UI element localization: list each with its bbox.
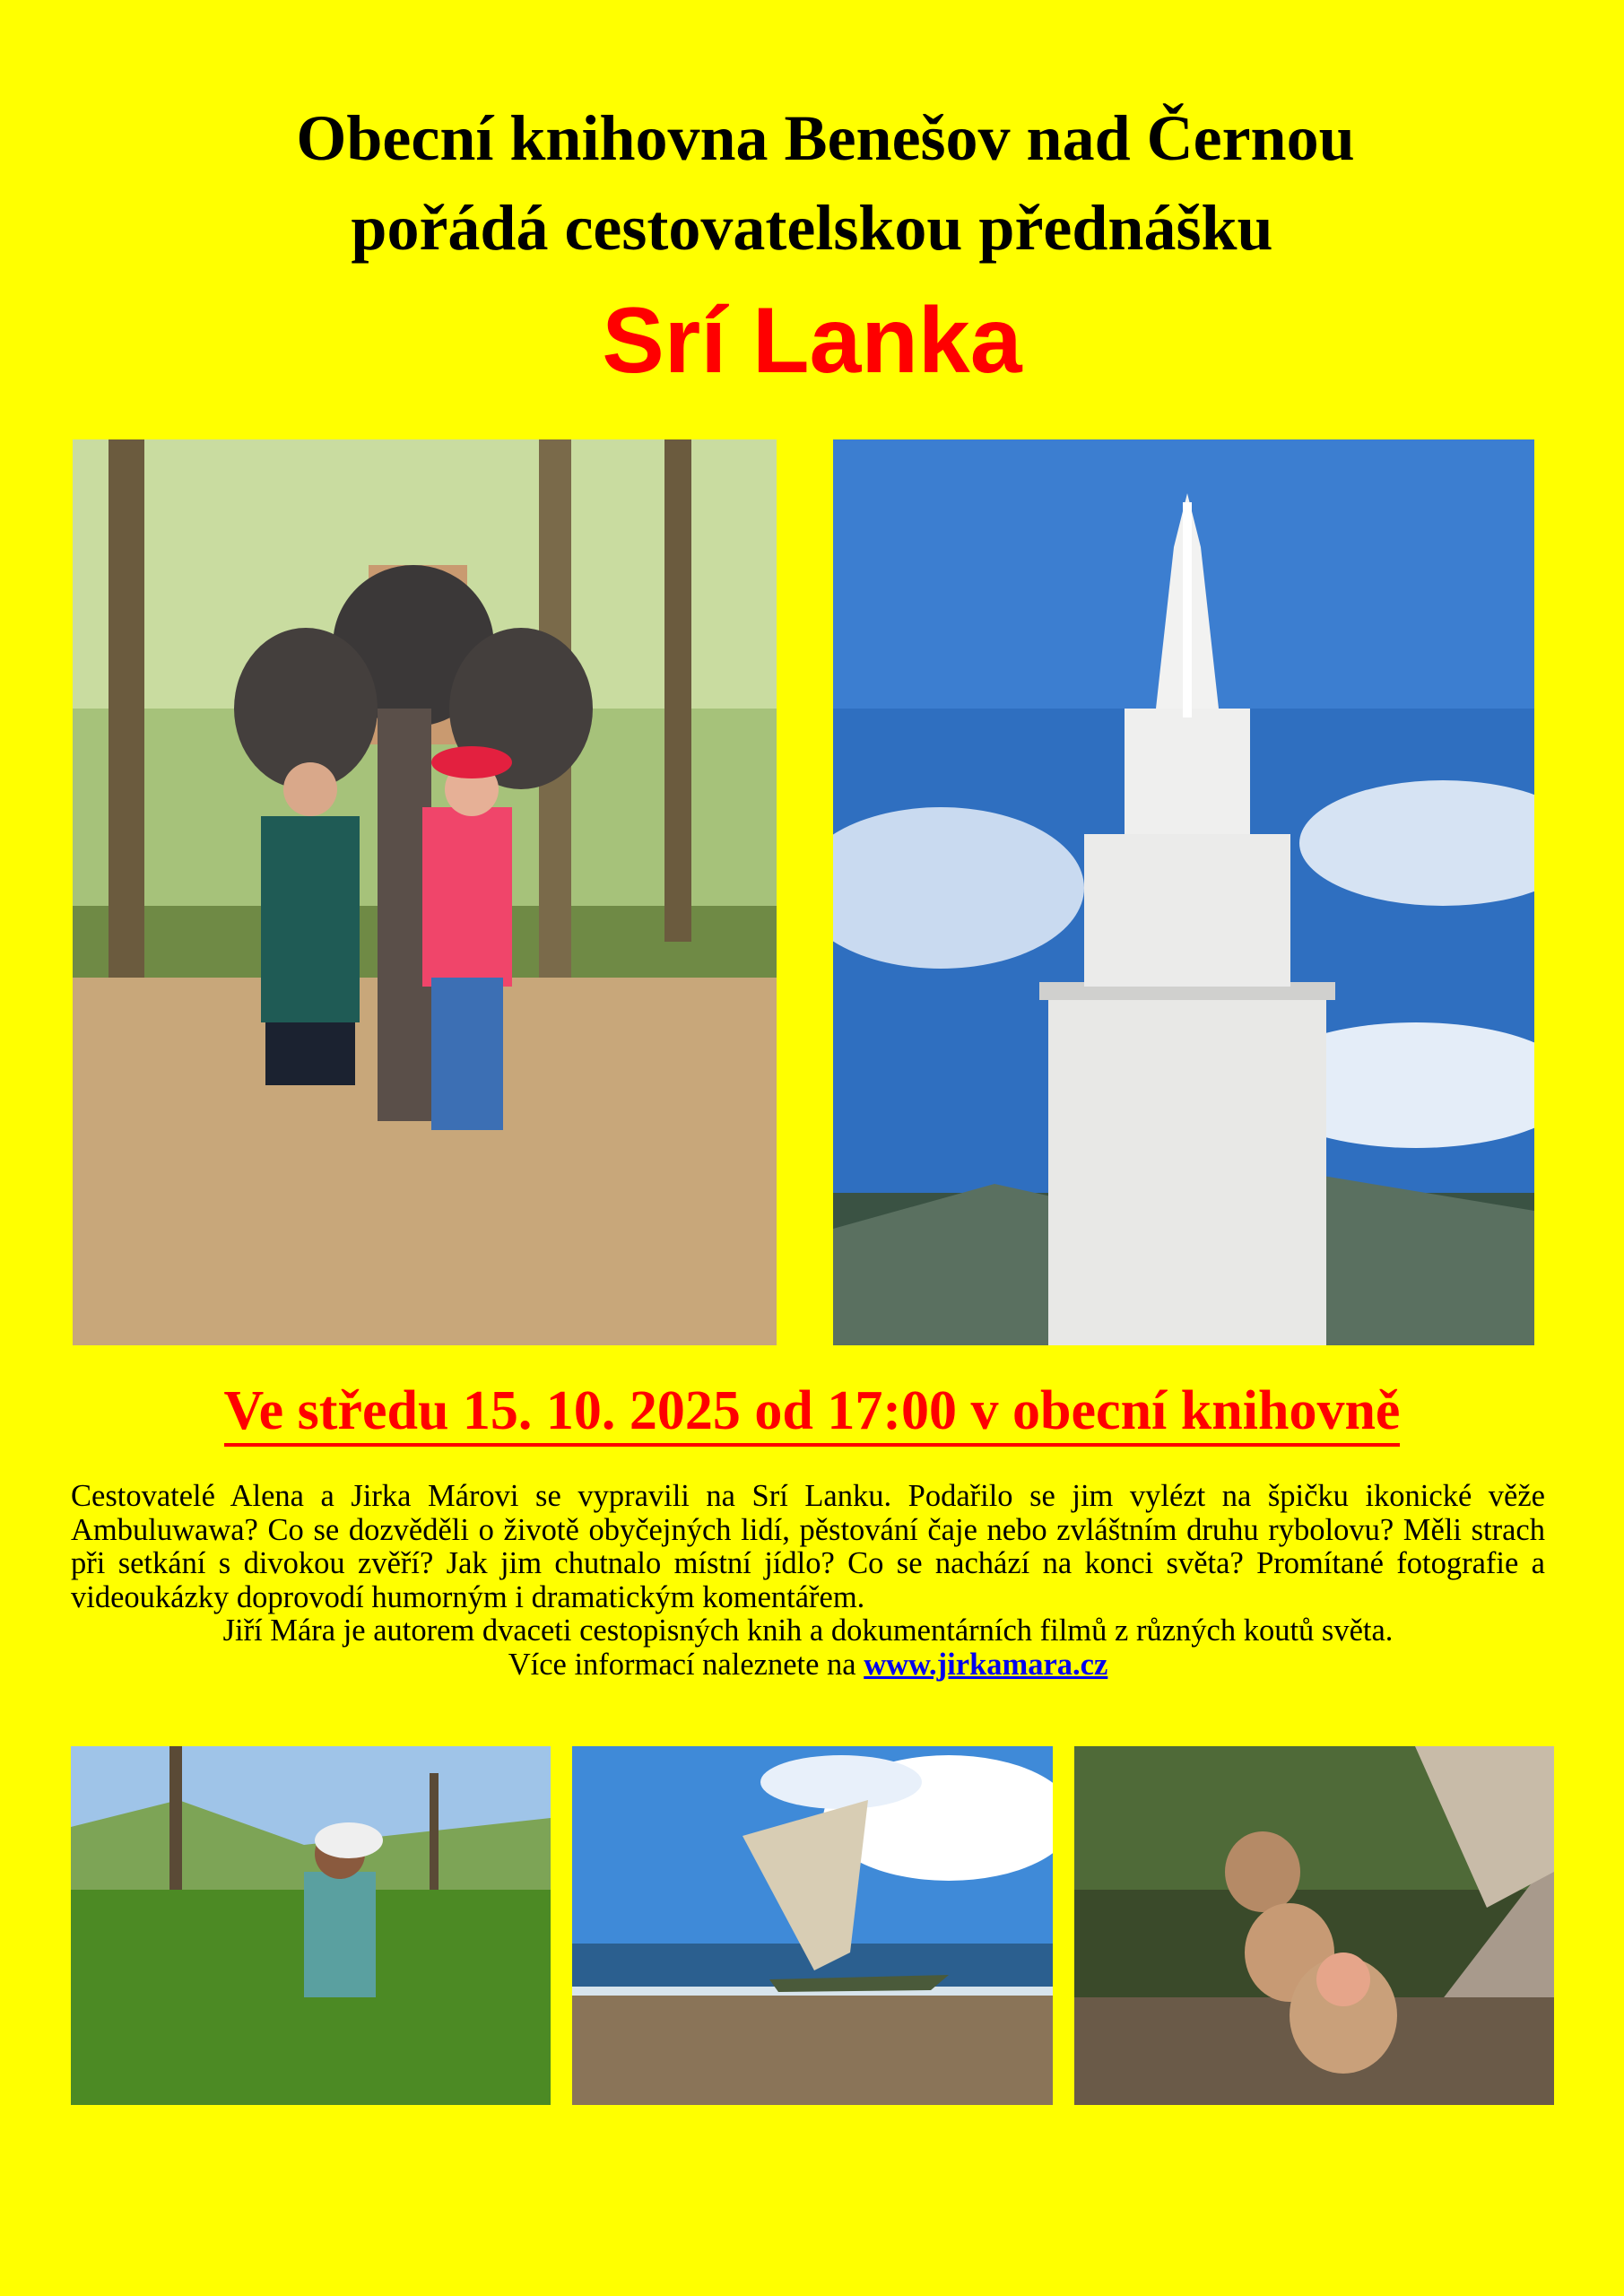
event-date-line (0, 1377, 1624, 1445)
more-info-line (71, 1648, 1545, 1683)
description-paragraph: Cestovatelé Alena a Jirka Márovi se vypravili na Srí Lanku. Podařilo se jim vylézt na špičku ikonické věže Ambuluwawa? Co se dozvěděli o životě obyčejných lidí, pěstování čaje nebo zvláštním druhu rybolovu? Měli strach při setkání s divokou zvěří? Jak jim chutnalo místní jídlo? Co se nachází na konci světa? Promítané fotografie a videoukázky doprovodí humorným i dramatickým komentářem. (71, 1479, 1545, 1614)
monkeys-photo (1074, 1746, 1554, 2105)
elephant-photo (73, 439, 777, 1345)
ambuluwawa-tower-photo (833, 439, 1534, 1345)
website-link[interactable]: www.jirkamara.cz (864, 1647, 1108, 1682)
event-type-heading: pořádá cestovatelskou přednášku (351, 192, 1273, 264)
author-line: Jiří Mára je autorem dvaceti cestopisných knih a dokumentárních filmů z různých koutů světa. (222, 1613, 1394, 1648)
sailing-boat-photo (572, 1746, 1053, 2105)
destination-title: Srí Lanka (602, 289, 1022, 393)
event-date-text: Ve středu 15. 10. 2025 od 17:00 v obecní knihovně (224, 1380, 1401, 1447)
organizer-heading: Obecní knihovna Benešov nad Černou (296, 102, 1355, 174)
tea-plantation-photo (71, 1746, 551, 2105)
more-info-prefix: Více informací naleznete na (508, 1647, 856, 1682)
event-description (71, 1480, 1545, 1682)
